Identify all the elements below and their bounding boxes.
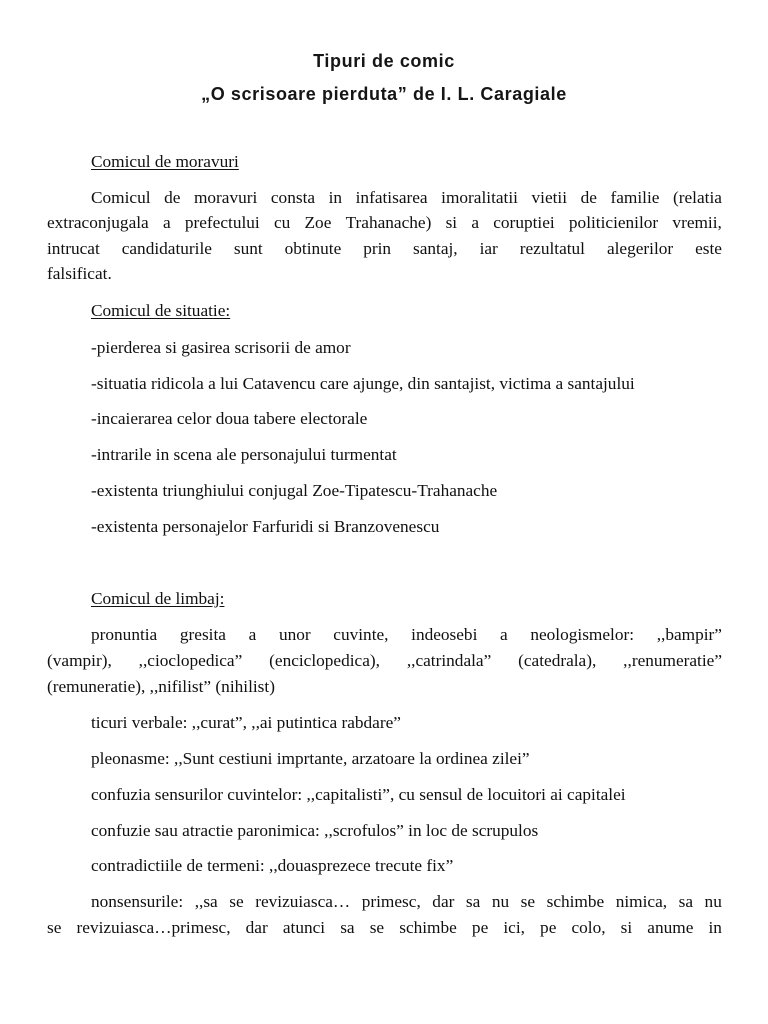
list-item: -existenta triunghiului conjugal Zoe-Tipatescu-Trahanache (91, 481, 498, 500)
section-heading-moravuri: Comicul de moravuri (91, 152, 239, 171)
word: primesc, (361, 892, 421, 911)
word: revizuiasca… (255, 892, 351, 911)
word: se (520, 892, 536, 911)
word: atunci (282, 918, 326, 937)
word: ici, (503, 918, 525, 937)
section-heading-limbaj: Comicul de limbaj: (91, 589, 225, 608)
word: obtinute (284, 239, 342, 258)
word: schimbe (399, 918, 457, 937)
word: pe (471, 918, 489, 937)
word: (enciclopedica), (269, 651, 380, 670)
word: in (328, 188, 343, 207)
paragraph-line (47, 917, 722, 939)
word: nu (491, 892, 510, 911)
paragraph-line: (remuneratie), ,,nifilist” (nihilist) (47, 677, 275, 696)
paragraph-line (91, 624, 722, 646)
word: sa (465, 892, 481, 911)
word: consta (270, 188, 316, 207)
word: ,,catrindala” (406, 651, 492, 670)
word: rezultatul (519, 239, 585, 258)
paragraph-line (91, 891, 722, 913)
document-title: Tipuri de comic (313, 51, 455, 71)
word: de (580, 188, 597, 207)
paragraph-line (47, 238, 722, 260)
word: Comicul (91, 188, 151, 207)
word: vremii, (672, 213, 722, 232)
word: candidaturile (121, 239, 212, 258)
document-subtitle: „O scrisoare pierduta” de I. L. Caragiale (201, 84, 567, 104)
word: anume (647, 918, 694, 937)
word: prefectului (184, 213, 260, 232)
word: coruptiei (493, 213, 555, 232)
paragraph-line: falsificat. (47, 264, 112, 283)
list-item: confuzia sensurilor cuvintelor: ,,capitalisti”, cu sensul de locuitori ai capitalei (91, 785, 626, 804)
list-item: -incaierarea celor doua tabere electorale (91, 409, 368, 428)
word: extraconjugala (47, 213, 149, 232)
word: dar (245, 918, 268, 937)
list-item: -intrarile in scena ale personajului turmentat (91, 445, 397, 464)
word: si (620, 918, 633, 937)
word: de (164, 188, 181, 207)
word: a (248, 625, 257, 644)
list-item: -situatia ridicola a lui Catavencu care ajunge, din santajist, victima a santajului (91, 374, 635, 393)
word: politicienilor (568, 213, 659, 232)
word: a (471, 213, 480, 232)
word: gresita (179, 625, 226, 644)
word: moravuri (193, 188, 258, 207)
word: sa (678, 892, 694, 911)
word: cu (273, 213, 291, 232)
word: este (695, 239, 722, 258)
word: dar (432, 892, 455, 911)
word: alegerilor (606, 239, 674, 258)
word: indeosebi (411, 625, 478, 644)
word: nu (704, 892, 722, 911)
word: (catedrala), (518, 651, 597, 670)
section-heading-situatie: Comicul de situatie: (91, 301, 231, 320)
word: pronuntia (91, 625, 158, 644)
word: pe (540, 918, 557, 937)
word: familie (610, 188, 660, 207)
word: schimbe (546, 892, 605, 911)
word: (vampir), (47, 651, 112, 670)
word: se (47, 918, 62, 937)
word: unor (278, 625, 311, 644)
list-item: pleonasme: ,,Sunt cestiuni imprtante, arzatoare la ordinea zilei” (91, 749, 530, 768)
word: imoralitatii (441, 188, 518, 207)
word: (relatia (673, 188, 722, 207)
word: se (369, 918, 385, 937)
list-item: contradictiile de termeni: ,,douasprezece trecute fix” (91, 856, 454, 875)
word: Trahanache) (345, 213, 432, 232)
list-item: ticuri verbale: ,,curat”, ,,ai putintica rabdare” (91, 713, 401, 732)
paragraph-line (91, 187, 722, 209)
word: cuvinte, (333, 625, 389, 644)
word: santaj, (412, 239, 458, 258)
word: nonsensurile: (91, 892, 184, 911)
word: a (162, 213, 171, 232)
word: nimica, (615, 892, 668, 911)
list-item: -pierderea si gasirea scrisorii de amor (91, 338, 351, 357)
word: vietii (531, 188, 568, 207)
list-item: -existenta personajelor Farfuridi si Branzovenescu (91, 517, 440, 536)
word: intrucat (47, 239, 100, 258)
word: a (500, 625, 508, 644)
list-item: confuzie sau atractie paronimica: ,,scrofulos” in loc de scrupulos (91, 821, 539, 840)
word: sunt (233, 239, 263, 258)
word: iar (479, 239, 498, 258)
word: colo, (571, 918, 606, 937)
word: ,,cioclopedica” (138, 651, 243, 670)
word: si (445, 213, 458, 232)
word: in (708, 918, 722, 937)
word: Zoe (304, 213, 332, 232)
word: ,,sa (194, 892, 218, 911)
paragraph-line (47, 212, 722, 234)
word: ,,bampir” (656, 625, 722, 644)
word: neologismelor: (530, 625, 635, 644)
word: prin (363, 239, 392, 258)
paragraph-line (47, 650, 722, 672)
word: revizuiasca…primesc, (76, 918, 231, 937)
word: infatisarea (355, 188, 428, 207)
word: ,,renumeratie” (623, 651, 722, 670)
word: sa (340, 918, 355, 937)
word: se (229, 892, 244, 911)
